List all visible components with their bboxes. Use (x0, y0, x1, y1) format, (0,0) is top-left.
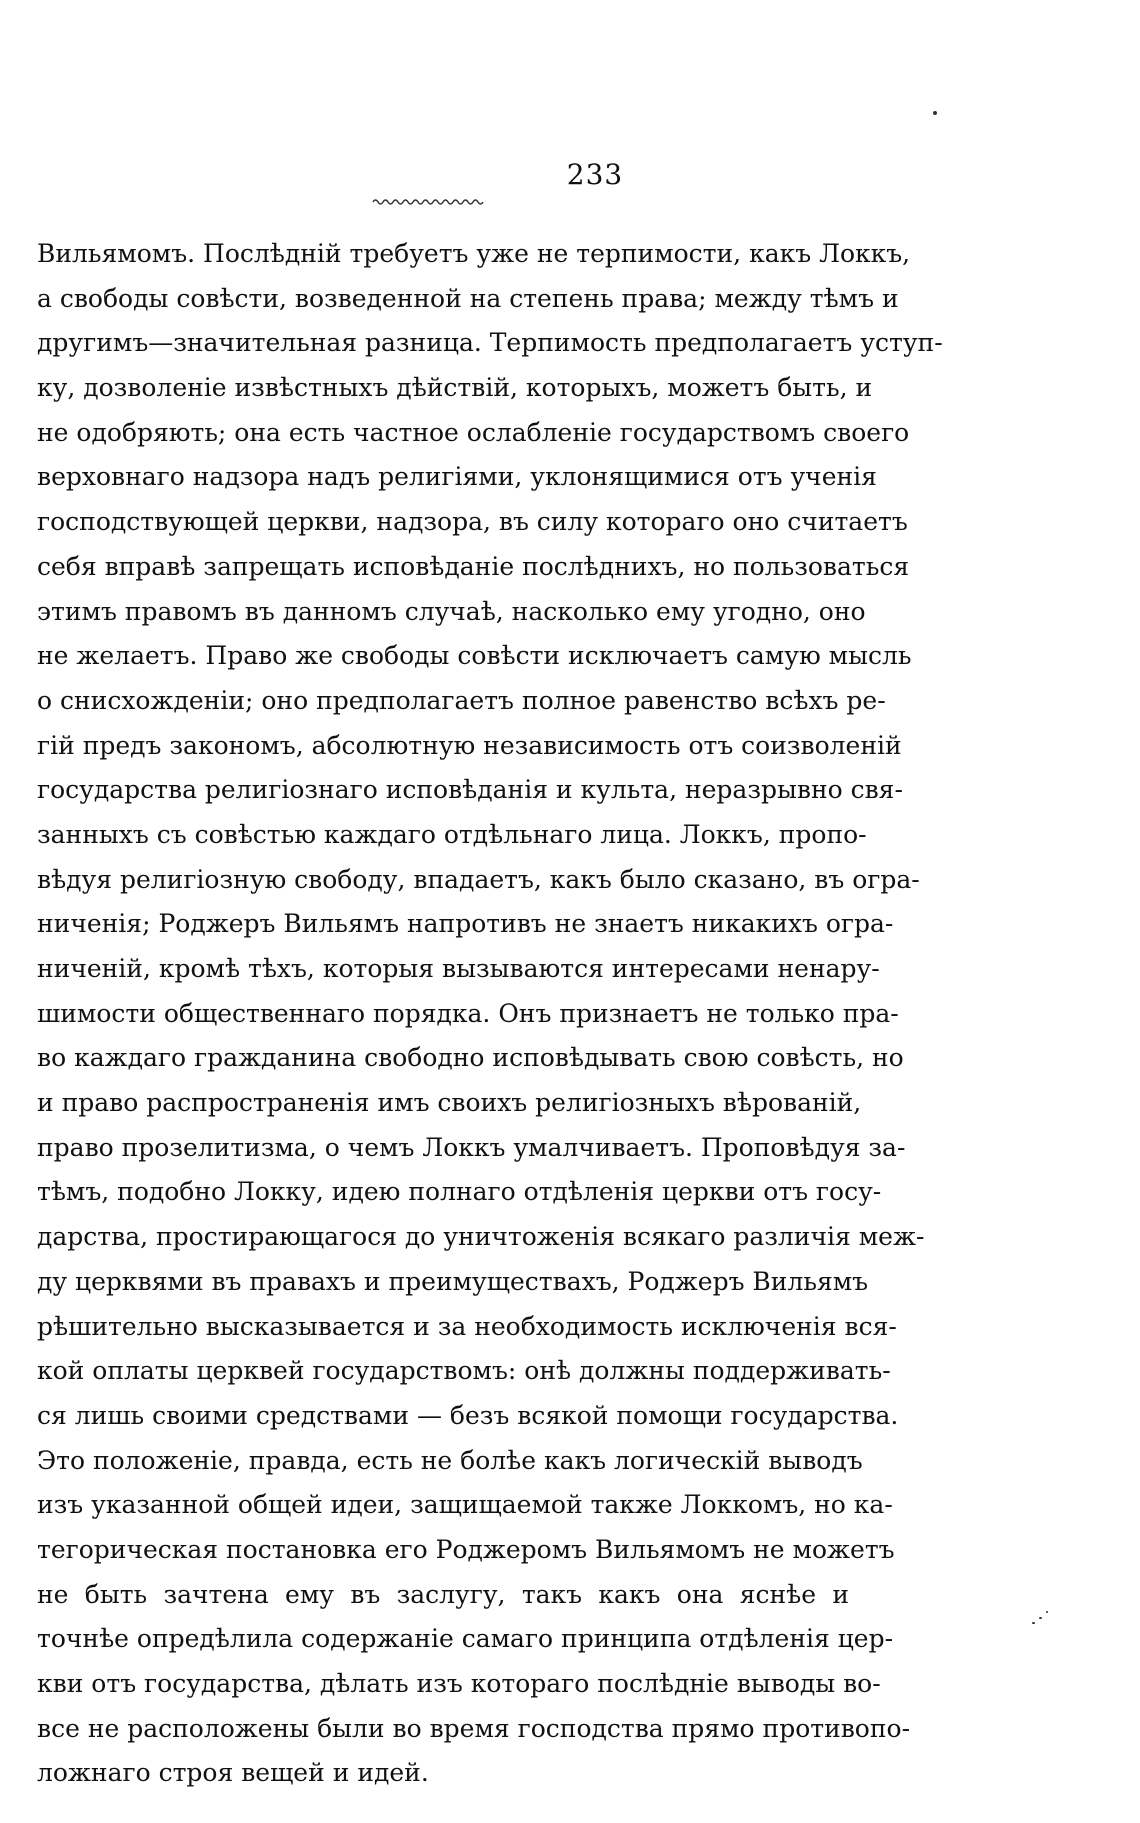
text-line: рѣшительно высказывается и за необходимость исключенія вся- (37, 1311, 897, 1341)
scan-speck (933, 111, 937, 115)
text-line: себя вправѣ запрещать исповѣданіе послѣднихъ, но пользоваться (37, 551, 910, 581)
text-line: а свободы совѣсти, возведенной на степень права; между тѣмъ и (37, 283, 899, 313)
text-line: во каждаго гражданина свободно исповѣдывать свою совѣсть, но (37, 1043, 904, 1073)
text-line: господствующей церкви, надзора, въ силу котораго оно считаетъ (37, 507, 908, 537)
text-line: не одобряють; она есть частное ослабленіе государствомъ своего (37, 417, 910, 447)
text-line: ниченій, кромѣ тѣхъ, которыя вызываются интересами ненару- (37, 954, 880, 983)
text-line: этимъ правомъ въ данномъ случаѣ, насколько ему угодно, оно (37, 596, 866, 626)
text-line: ниченія; Роджеръ Вильямъ напротивъ не знаетъ никакихъ огра- (37, 909, 894, 939)
text-line: другимъ—значительная разница. Терпимость предполагаетъ уступ- (37, 328, 943, 358)
text-line: тѣмъ, подобно Локку, идею полнаго отдѣленія церкви отъ госу- (37, 1177, 882, 1207)
scan-speck (1039, 1617, 1042, 1619)
text-line: занныхъ съ совѣстью каждаго отдѣльнаго лица. Локкъ, пропо- (37, 819, 867, 849)
page-number: 233 (566, 158, 624, 191)
scan-speck (1032, 1622, 1035, 1624)
text-line: и право распространенія имъ своихъ религіозныхъ вѣрованій, (37, 1088, 862, 1118)
text-line: Вильямомъ. Послѣдній требуетъ уже не терпимости, какъ Локкъ, (37, 239, 911, 268)
text-line: кой оплаты церквей государствомъ: онѣ должны поддерживать- (37, 1356, 891, 1386)
text-line: ду церквями въ правахъ и преимуществахъ, Роджеръ Вильямъ (37, 1266, 869, 1296)
text-line: точнѣе опредѣлила содержаніе самаго принципа отдѣленія цер- (37, 1624, 894, 1654)
text-line: ся лишь своими средствами — безъ всякой помощи государства. (37, 1400, 899, 1430)
text-line: право прозелитизма, о чемъ Локкъ умалчиваетъ. Проповѣдуя за- (37, 1132, 906, 1162)
text-line: гій предъ закономъ, абсолютную независимость отъ соизволеній (37, 730, 902, 760)
scan-speck (1046, 1611, 1048, 1613)
text-line: о снисхожденіи; оно предполагаетъ полное равенство всѣхъ ре- (37, 685, 886, 715)
text-line: Это положеніе, правда, есть не болѣе какъ логическій выводъ (37, 1445, 863, 1475)
text-line: тегорическая постановка его Роджеромъ Вильямомъ не можетъ (37, 1534, 895, 1564)
page-number-underline (373, 197, 483, 207)
text-line: все не расположены были во время господства прямо противопо- (37, 1713, 911, 1743)
text-line: ку, дозволеніе извѣстныхъ дѣйствій, которыхъ, можетъ быть, и (37, 373, 873, 403)
text-line: не быть зачтена ему въ заслугу, такъ какъ она яснѣе и (37, 1579, 849, 1609)
text-line: кви отъ государства, дѣлать изъ котораго послѣдніе выводы во- (37, 1669, 881, 1698)
text-line: государства религіознаго исповѣданія и культа, неразрывно свя- (37, 775, 903, 805)
page-body-text (37, 232, 943, 1796)
text-line: вѣдуя религіозную свободу, впадаетъ, какъ было сказано, въ огра- (37, 864, 920, 894)
text-line: верховнаго надзора надъ религіями, уклонящимися отъ ученія (37, 462, 877, 492)
text-line: не желаетъ. Право же свободы совѣсти исключаетъ самую мысль (37, 641, 912, 671)
text-line: дарства, простирающагося до уничтоженія всякаго различія меж- (37, 1222, 925, 1252)
text-line: шимости общественнаго порядка. Онъ признаетъ не только пра- (37, 998, 899, 1028)
text-line: ложнаго строя вещей и идей. (37, 1758, 429, 1788)
text-line: изъ указанной общей идеи, защищаемой также Локкомъ, но ка- (37, 1490, 893, 1520)
